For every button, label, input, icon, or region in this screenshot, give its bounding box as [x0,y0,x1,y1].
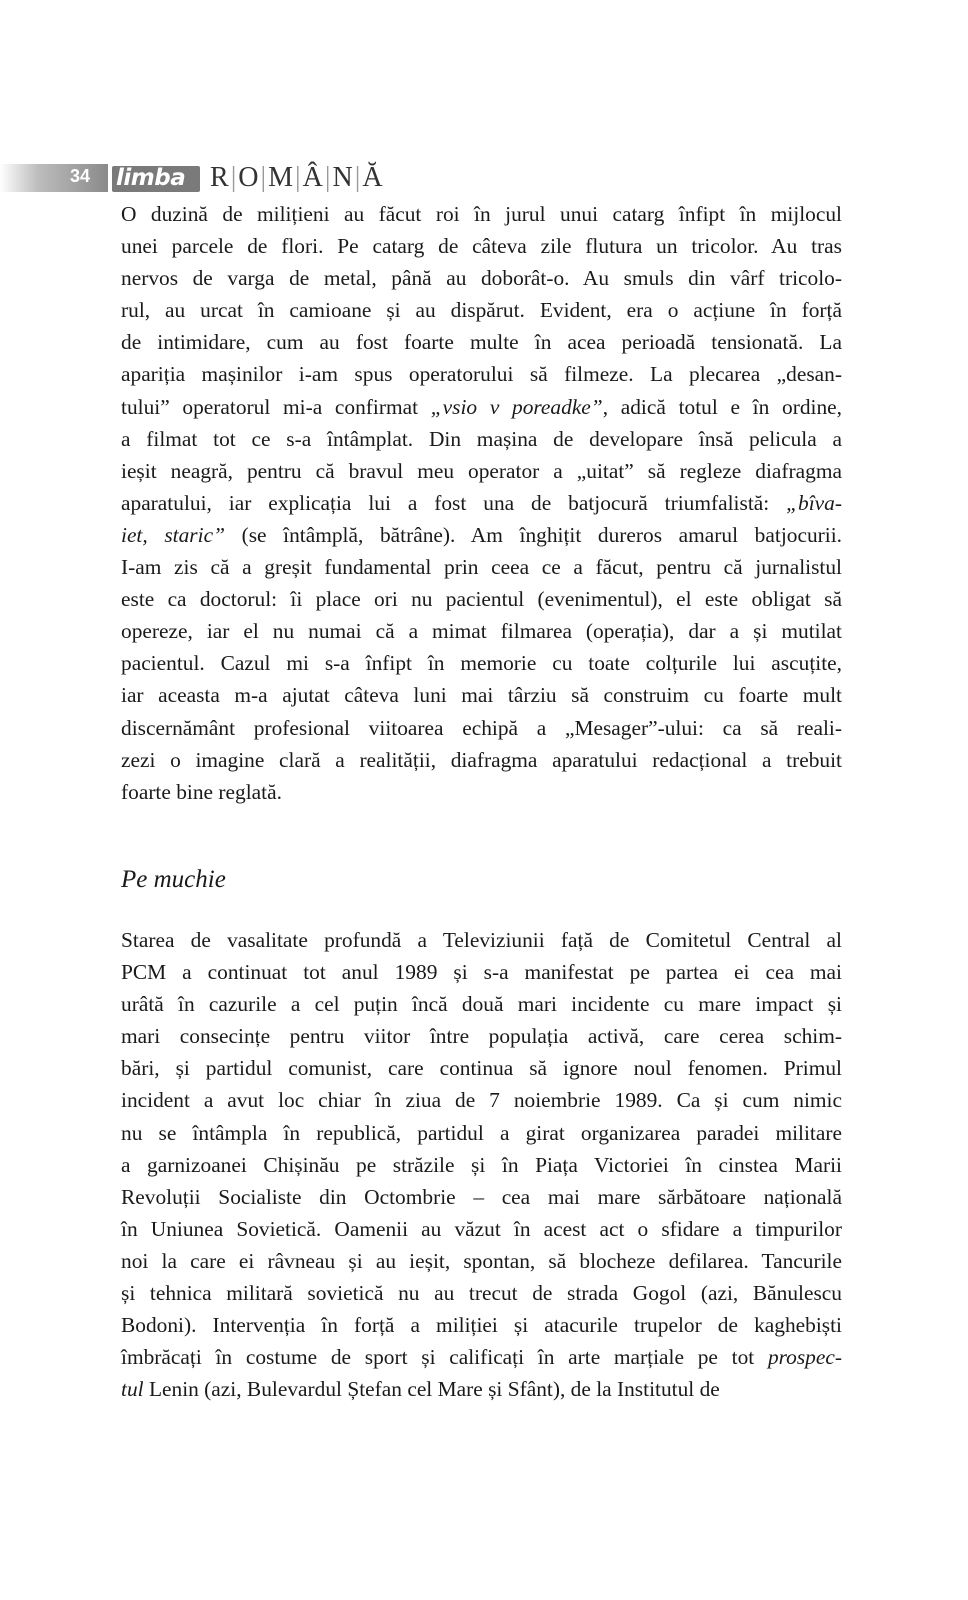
page-header [0,160,968,194]
text-segment: îmbrăcați în costume de sport și calificați în arte marțiale pe tot [121,1345,768,1370]
text-line: opereze, iar el nu numai că a mimat filmarea (operația), dar a și mutilat [121,619,842,644]
text-line: ieșit neagră, pentru că bravul meu operator a „uitat” să regleze diafragma [121,458,842,483]
brand-letter: Ă [362,162,384,193]
text-line: O duzină de milițieni au făcut roi în jurul unui catarg înfipt în mijlocul [121,202,842,226]
text-line: iar aceasta m-a ajutat câteva luni mai târziu să construim cu foarte mult [121,683,842,708]
text-line: I-am zis că a greșit fundamental prin ceea ce a făcut, pentru că jurnalistul [121,555,842,580]
brand-letter: N [332,162,354,193]
text-line [121,1341,842,1373]
brand-separator: | [324,162,332,193]
brand-letter: O [238,162,260,193]
text-line: bări, și partidul comunist, care continua să ignore noul fenomen. Primul [121,1056,842,1081]
text-segment: (se întâmplă, bătrâne). Am înghițit dureros amarul batjocurii. [224,522,842,547]
italic-phrase: „bîva- [786,490,842,515]
brand-separator: | [295,162,302,193]
text-line: incident a avut loc chiar în ziua de 7 noiembrie 1989. Ca și cum nimic [121,1088,842,1113]
text-line: Bodoni). Intervenția în forță a miliției și atacurile trupelor de kaghebiști [121,1313,842,1338]
text-line: este ca doctorul: îi place ori nu pacientul (evenimentul), el este obligat să [121,587,842,612]
text-line [121,1373,842,1405]
italic-phrase: iet, staric” [121,522,225,547]
text-segment: Lenin (azi, Bulevardul Ștefan cel Mare și Sfânt), de la Institutul de [143,1377,720,1402]
italic-phrase: „vsio v poreadke” [430,394,603,419]
logo-text: limba [116,165,186,191]
text-line: apariția mașinilor i-am spus operatorului să filmeze. La plecarea „desan- [121,362,842,387]
text-segment: tului” operatorul mi-a confirmat [121,394,431,419]
text-line: de intimidare, cum au fost foarte multe în acea perioadă tensionată. La [121,330,842,355]
paragraph-1 [121,198,842,808]
text-line [121,519,842,551]
text-line: zezi o imagine clară a realității, diafragma aparatului redacțional a trebuit [121,747,842,772]
brand-separator: | [230,162,238,193]
brand-letter: Â [302,162,324,193]
brand-title [210,162,384,194]
text-line: discernământ profesional viitoarea echipă a „Mesager”-ului: ca să reali- [121,715,842,740]
brand-separator: | [354,162,362,193]
limba-logo [112,166,200,192]
text-line: PCM a continuat tot anul 1989 și s-a manifestat pe partea ei cea mai [121,960,842,985]
text-segment: , adică totul e în ordine, [602,394,843,419]
text-line: unei parcele de flori. Pe catarg de câteva zile flutura un tricolor. Au tras [121,234,842,259]
paragraph-2 [121,924,842,1405]
brand-letter: R [210,162,230,193]
text-line: în Uniunea Sovietică. Oamenii au văzut în acest act o sfidare a timpurilor [121,1216,842,1241]
text-line: a garnizoanei Chișinău pe străzile și în Piața Victoriei în cinstea Marii [121,1152,842,1177]
italic-phrase: prospec- [767,1345,842,1370]
page-number: 34 [70,166,91,186]
text-line: urâtă în cazurile a cel puțin încă două mari incidente cu mare impact și [121,992,842,1017]
text-line: nervos de varga de metal, până au doborât-o. Au smuls din vârf tricolo- [121,266,842,291]
header-bar [0,164,108,192]
brand-letter: M [268,162,295,193]
text-segment: aparatului, iar explicația lui a fost una de batjocură triumfalistă: [121,490,787,515]
text-line: nu se întâmpla în republică, partidul a girat organizarea paradei militare [121,1120,842,1145]
text-line: mari consecințe pentru viitor între populația activă, care cerea schim- [121,1024,842,1049]
text-line: pacientul. Cazul mi s-a înfipt în memorie cu toate colțurile lui ascuțite, [121,651,842,676]
text-line: noi la care ei râvneau și au ieșit, spontan, să blocheze defilarea. Tancurile [121,1248,842,1273]
text-line: Revoluții Socialiste din Octombrie – cea mai mare sărbătoare națională [121,1184,842,1209]
text-line [121,487,842,519]
text-line: foarte bine reglată. [121,779,282,804]
text-line: a filmat tot ce s-a întâmplat. Din mașina de developare însă pelicula a [121,426,842,451]
text-line [121,391,842,423]
brand-separator: | [260,162,268,193]
text-line: Starea de vasalitate profundă a Televiziunii față de Comitetul Central al [121,928,842,952]
text-line: rul, au urcat în camioane și au dispărut. Evident, era o acțiune în forță [121,298,842,323]
text-line: și tehnica militară sovietică nu au trecut de strada Gogol (azi, Bănulescu [121,1281,842,1306]
italic-phrase: tul [121,1377,144,1402]
section-title: Pe muchie [121,866,226,893]
